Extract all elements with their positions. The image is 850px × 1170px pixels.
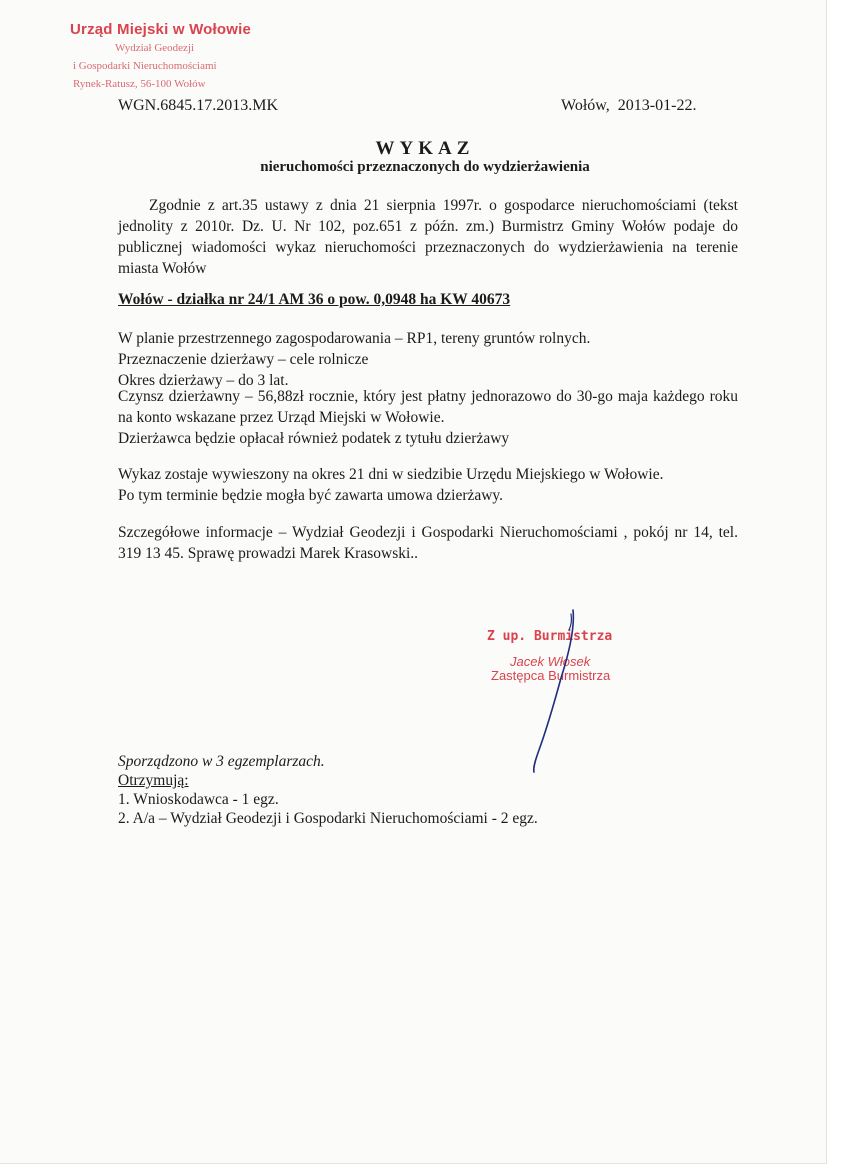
posting-line-1: Wykaz zostaje wywieszony na okres 21 dni w siedzibie Urzędu Miejskiego w Wołowie.: [118, 466, 664, 483]
reference-number: WGN.6845.17.2013.MK: [118, 97, 278, 114]
signature-stamp-name: Jacek Włosek: [510, 654, 591, 669]
place-date: Wołów, 2013-01-22.: [561, 97, 697, 114]
recipients-label: Otrzymują:: [118, 772, 189, 789]
recipient-item-1: 1. Wnioskodawca - 1 egz.: [118, 791, 279, 808]
stamp-office-name: Urząd Miejski w Wołowie: [70, 21, 252, 38]
purpose-line: Przeznaczenie dzierżawy – cele rolnicze: [118, 351, 369, 368]
stamp-address: Rynek-Ratusz, 56-100 Wołów: [73, 78, 206, 90]
handwritten-signature: [525, 608, 585, 778]
stamp-department-cont: i Gospodarki Nieruchomościami: [73, 60, 217, 72]
copies-note: Sporządzono w 3 egzemplarzach.: [118, 753, 325, 770]
rent-paragraph: Czynsz dzierżawny – 56,88zł rocznie, który jest płatny jednorazowo do 30-go maja każdego roku na konto wskazane przez Urząd Miejski w Wołowie.: [118, 388, 738, 426]
document-title: WYKAZ: [375, 138, 475, 159]
period-line: Okres dzierżawy – do 3 lat.: [118, 372, 289, 389]
intro-paragraph: Zgodnie z art.35 ustawy z dnia 21 sierpnia 1997r. o gospodarce nieruchomościami (tekst jednolity z 2010r. Dz. U. Nr 102, poz.651 z późn. zm.) Burmistrz Gminy Wołów podaje do publicznej wiadomości wykaz nieruchomości przeznaczonych do wydzierżawienia na terenie miasta Wołów: [118, 197, 738, 277]
property-heading: Wołów - działka nr 24/1 AM 36 o pow. 0,0948 ha KW 40673: [118, 291, 511, 308]
recipient-item-2: 2. A/a – Wydział Geodezji i Gospodarki Nieruchomościami - 2 egz.: [118, 810, 538, 827]
stamp-department: Wydział Geodezji: [115, 42, 195, 54]
posting-line-2: Po tym terminie będzie mogła być zawarta umowa dzierżawy.: [118, 487, 504, 504]
signature-stamp-title: Zastępca Burmistrza: [491, 668, 611, 683]
signature-stamp-line-1: Z up. Burmistrza: [487, 629, 613, 644]
info-paragraph: Szczegółowe informacje – Wydział Geodezji i Gospodarki Nieruchomościami , pokój nr 14, tel. 319 13 45. Sprawę prowadzi Marek Krasowski..: [118, 524, 738, 562]
document-subtitle: nieruchomości przeznaczonych do wydzierżawienia: [260, 159, 590, 175]
tax-line: Dzierżawca będzie opłacał również podatek z tytułu dzierżawy: [118, 430, 510, 447]
plan-line: W planie przestrzennego zagospodarowania – RP1, tereny gruntów rolnych.: [118, 330, 591, 347]
